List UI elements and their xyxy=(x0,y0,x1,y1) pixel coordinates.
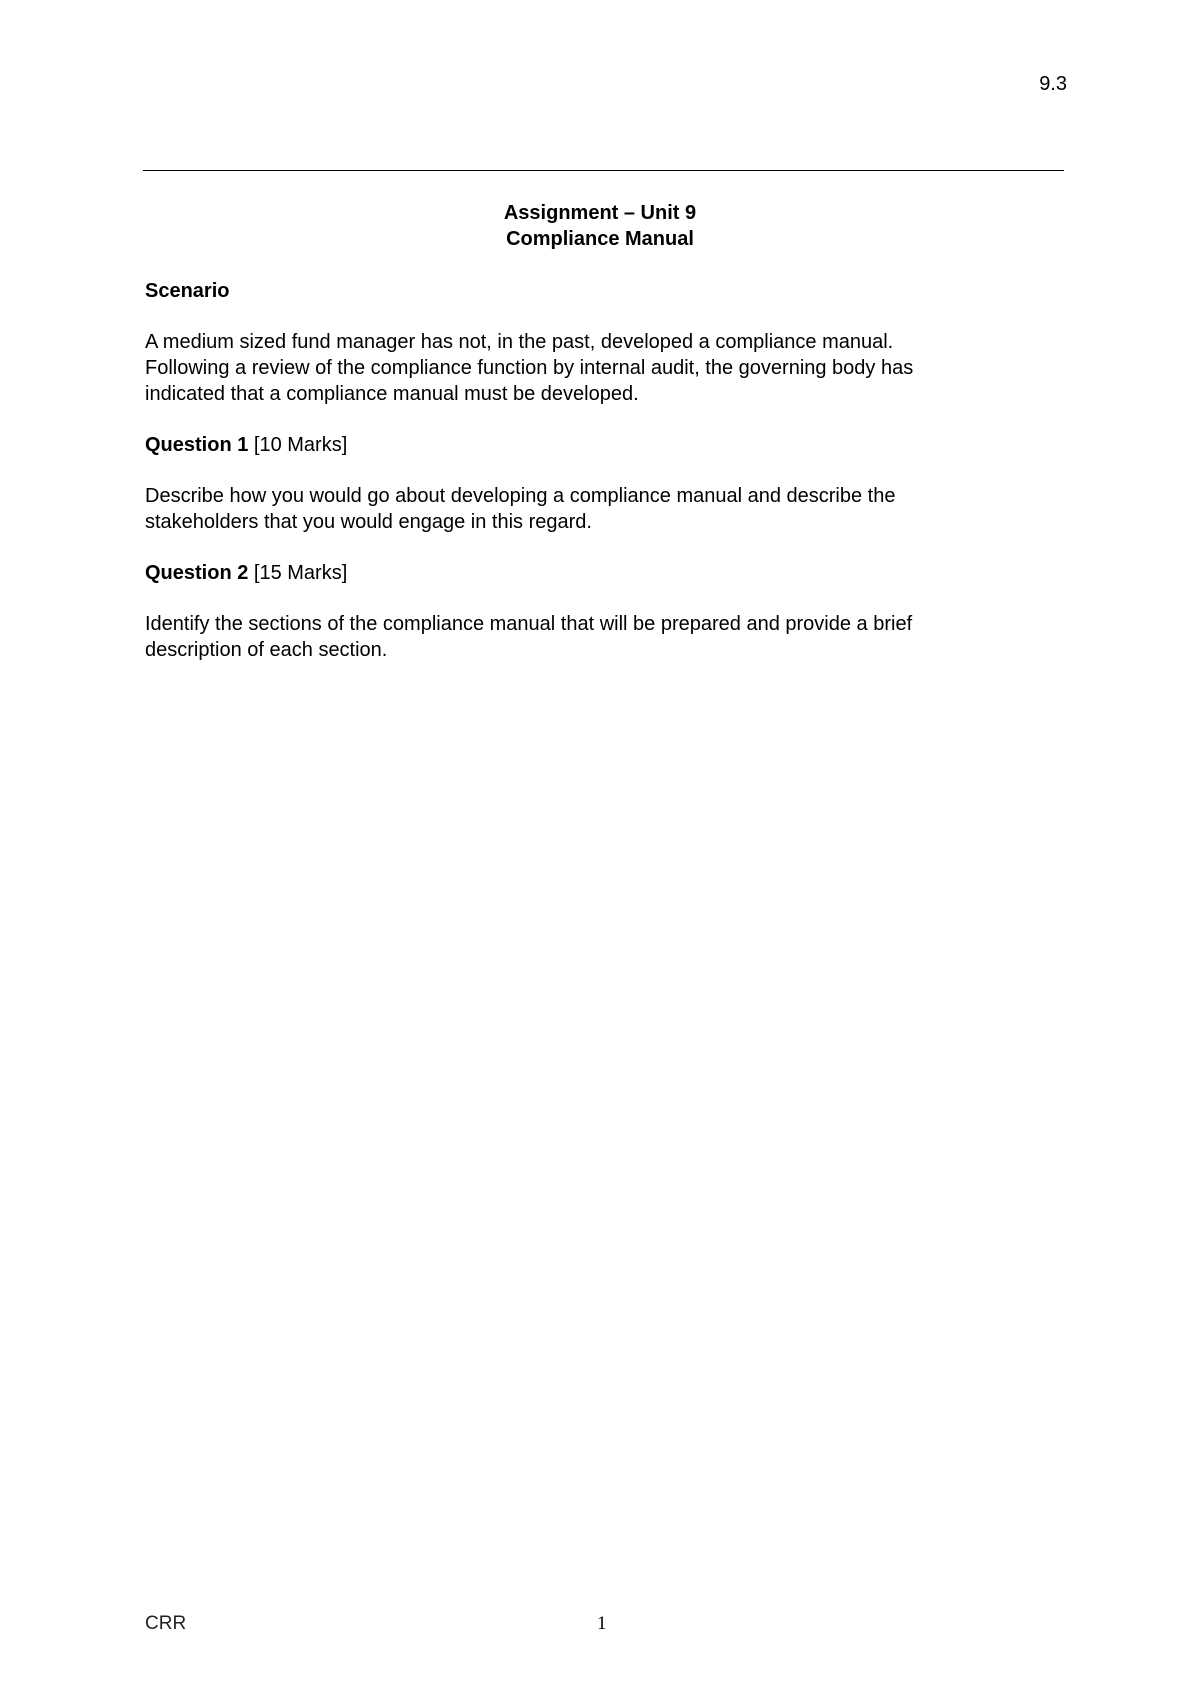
scenario-line: indicated that a compliance manual must be developed. xyxy=(145,383,639,405)
scenario-paragraph xyxy=(145,329,1055,407)
scenario-heading: Scenario xyxy=(145,280,230,302)
question-2-label: Question 2 xyxy=(145,562,249,584)
question-2-line: description of each section. xyxy=(145,639,388,661)
question-2-marks: [15 Marks] xyxy=(248,562,348,584)
question-1-label: Question 1 xyxy=(145,434,249,456)
header-page-reference: 9.3 xyxy=(1039,73,1067,95)
question-2-text xyxy=(145,611,1055,663)
header-rule xyxy=(143,170,1064,171)
question-1-heading xyxy=(145,432,1055,458)
question-2-heading xyxy=(145,560,1055,586)
scenario-line: A medium sized fund manager has not, in the past, developed a compliance manual. xyxy=(145,331,894,353)
document-title xyxy=(145,200,1055,252)
footer-page-number: 1 xyxy=(597,1613,607,1634)
footer-author: CRR xyxy=(145,1613,187,1634)
question-1-line: Describe how you would go about developing a compliance manual and describe the xyxy=(145,485,896,507)
title-line-2: Compliance Manual xyxy=(506,228,694,250)
question-1-text xyxy=(145,483,1055,535)
question-2-line: Identify the sections of the compliance manual that will be prepared and provide a brief xyxy=(145,613,913,635)
question-1-marks: [10 Marks] xyxy=(248,434,348,456)
document-body xyxy=(145,200,1055,663)
scenario-line: Following a review of the compliance function by internal audit, the governing body has xyxy=(145,357,914,379)
title-line-1: Assignment – Unit 9 xyxy=(503,202,697,224)
question-1-line: stakeholders that you would engage in this regard. xyxy=(145,511,592,533)
